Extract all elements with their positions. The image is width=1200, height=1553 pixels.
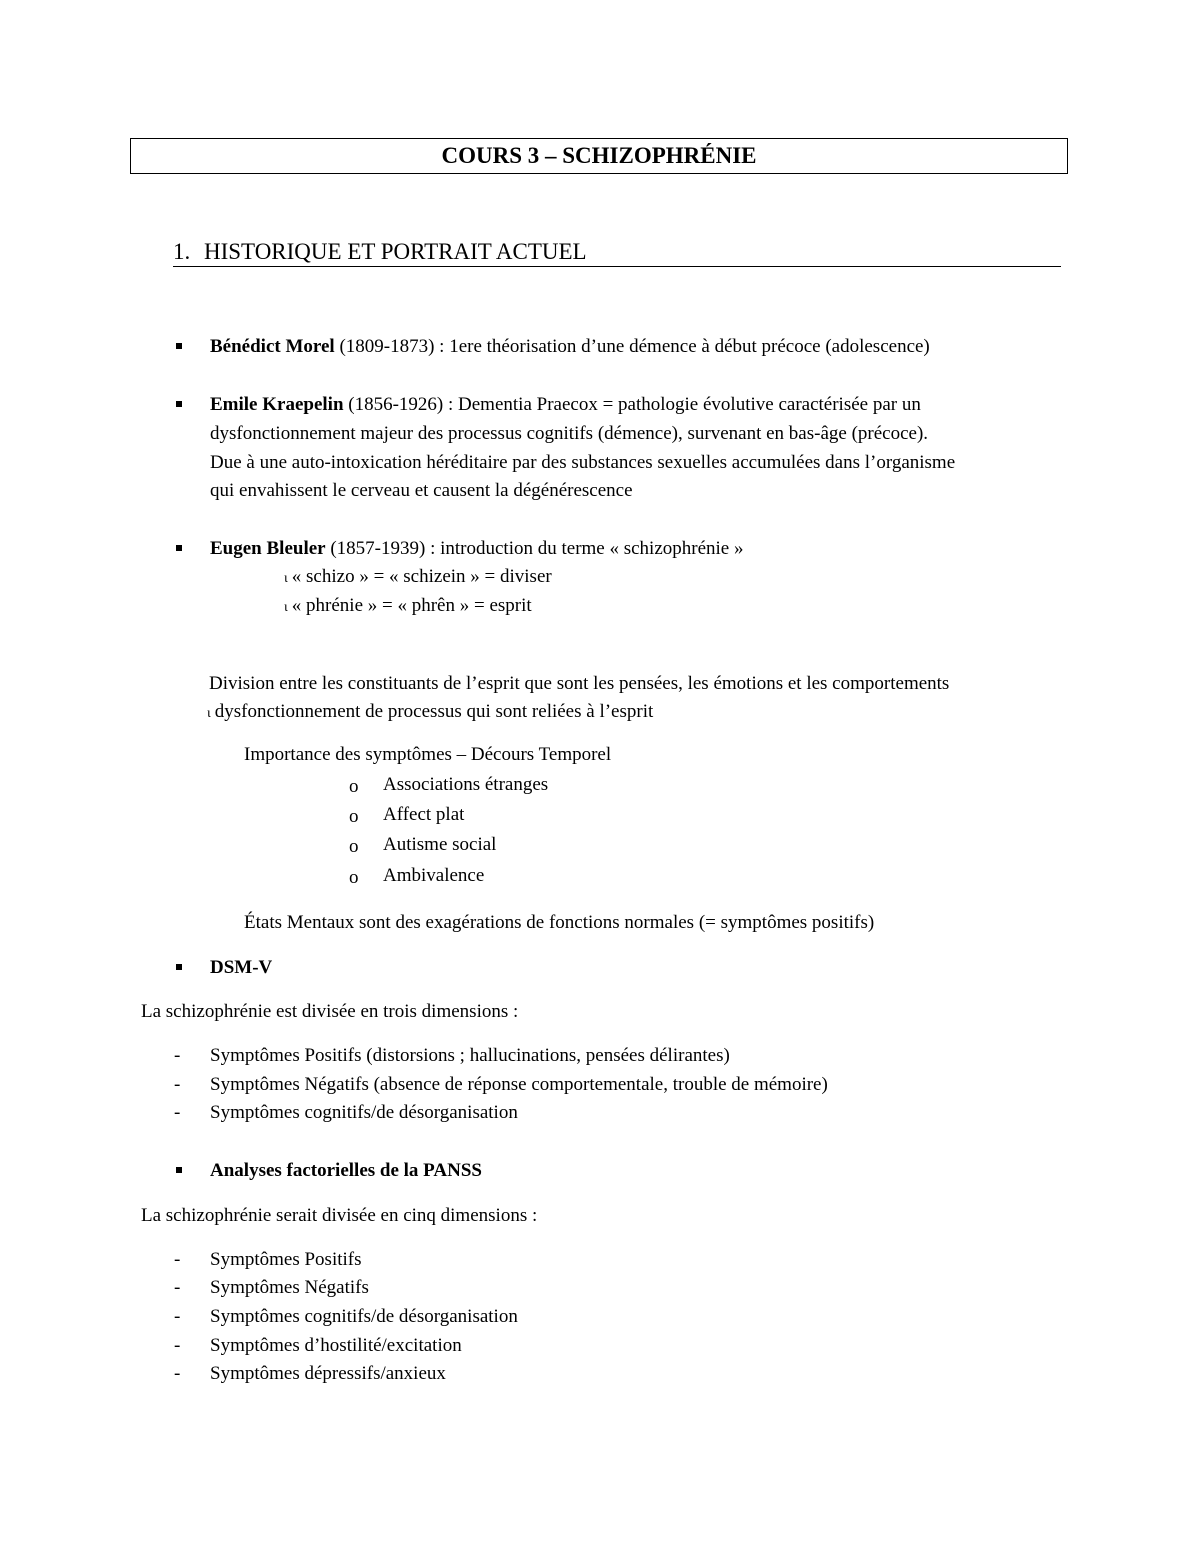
dsm-heading: DSM-V xyxy=(210,957,273,978)
panss-intro: La schizophrénie serait divisée en cinq dimensions : xyxy=(141,1205,538,1226)
kraepelin-entry xyxy=(210,395,921,414)
panss-list-item: Symptômes dépressifs/anxieux xyxy=(210,1363,446,1384)
dsm-list-item: Symptômes Positifs (distorsions ; hallucinations, pensées délirantes) xyxy=(210,1045,730,1066)
panss-heading: Analyses factorielles de la PANSS xyxy=(210,1160,482,1181)
bleuler-name: Eugen Bleuler xyxy=(210,538,326,559)
panss-list-item: Symptômes Négatifs xyxy=(210,1277,369,1298)
sub-list-item: Autisme social xyxy=(383,834,497,855)
bullet-square-icon xyxy=(176,343,182,349)
importance-heading: Importance des symptômes – Décours Temporel xyxy=(244,744,612,765)
section-number: 1. xyxy=(173,239,191,264)
dsm-list-item: Symptômes cognitifs/de désorganisation xyxy=(210,1102,518,1123)
division-consequence-text: dysfonctionnement de processus qui sont reliées à l’esprit xyxy=(214,701,654,722)
division-text: Division entre les constituants de l’esprit que sont les pensées, les émotions et les comportements xyxy=(209,673,950,694)
arrow-icon: ι xyxy=(284,600,288,615)
bleuler-entry xyxy=(210,539,744,558)
sub-bullet-icon: o xyxy=(349,836,359,857)
dash-bullet: - xyxy=(174,1277,181,1298)
dsm-intro: La schizophrénie est divisée en trois dimensions : xyxy=(141,1001,519,1022)
division-consequence xyxy=(207,702,653,721)
sub-list-item: Ambivalence xyxy=(383,865,485,886)
panss-list-item: Symptômes Positifs xyxy=(210,1249,362,1270)
bullet-square-icon xyxy=(176,1167,182,1173)
kraepelin-line: qui envahissent le cerveau et causent la dégénérescence xyxy=(210,480,633,501)
section-title: HISTORIQUE ET PORTRAIT ACTUEL xyxy=(204,239,587,264)
morel-text: (1809-1873) : 1ere théorisation d’une démence à début précoce (adolescence) xyxy=(334,336,930,357)
bleuler-text: (1857-1939) : introduction du terme « schizophrénie » xyxy=(325,538,744,559)
dash-bullet: - xyxy=(174,1074,181,1095)
sub-list-item: Associations étranges xyxy=(383,774,549,795)
bullet-square-icon xyxy=(176,401,182,407)
page-title: COURS 3 – SCHIZOPHRÉNIE xyxy=(130,138,1068,174)
dash-bullet: - xyxy=(174,1335,181,1356)
etymology-line xyxy=(284,567,552,586)
kraepelin-text: (1856-1926) : Dementia Praecox = pathologie évolutive caractérisée par un xyxy=(343,394,921,415)
morel-entry xyxy=(210,337,930,356)
etymology-line xyxy=(284,596,532,615)
section-heading xyxy=(173,240,587,263)
etats-text: États Mentaux sont des exagérations de fonctions normales (= symptômes positifs) xyxy=(244,912,875,933)
morel-name: Bénédict Morel xyxy=(210,336,335,357)
sub-bullet-icon: o xyxy=(349,867,359,888)
dash-bullet: - xyxy=(174,1363,181,1384)
panss-list-item: Symptômes d’hostilité/excitation xyxy=(210,1335,462,1356)
arrow-icon: ι xyxy=(284,571,288,586)
etymology-text: « schizo » = « schizein » = diviser xyxy=(291,566,552,587)
arrow-icon: ι xyxy=(207,706,211,721)
kraepelin-name: Emile Kraepelin xyxy=(210,394,344,415)
etymology-text: « phrénie » = « phrên » = esprit xyxy=(291,595,532,616)
dash-bullet: - xyxy=(174,1249,181,1270)
kraepelin-line: Due à une auto-intoxication héréditaire par des substances sexuelles accumulées dans l’organisme xyxy=(210,452,956,473)
sub-bullet-icon: o xyxy=(349,806,359,827)
sub-list-item: Affect plat xyxy=(383,804,465,825)
dsm-list-item: Symptômes Négatifs (absence de réponse comportementale, trouble de mémoire) xyxy=(210,1074,828,1095)
bullet-square-icon xyxy=(176,964,182,970)
bullet-square-icon xyxy=(176,545,182,551)
kraepelin-line: dysfonctionnement majeur des processus cognitifs (démence), survenant en bas-âge (précoce). xyxy=(210,423,929,444)
panss-list-item: Symptômes cognitifs/de désorganisation xyxy=(210,1306,518,1327)
dash-bullet: - xyxy=(174,1306,181,1327)
dash-bullet: - xyxy=(174,1045,181,1066)
sub-bullet-icon: o xyxy=(349,776,359,797)
dash-bullet: - xyxy=(174,1102,181,1123)
section-underline xyxy=(173,266,1061,267)
